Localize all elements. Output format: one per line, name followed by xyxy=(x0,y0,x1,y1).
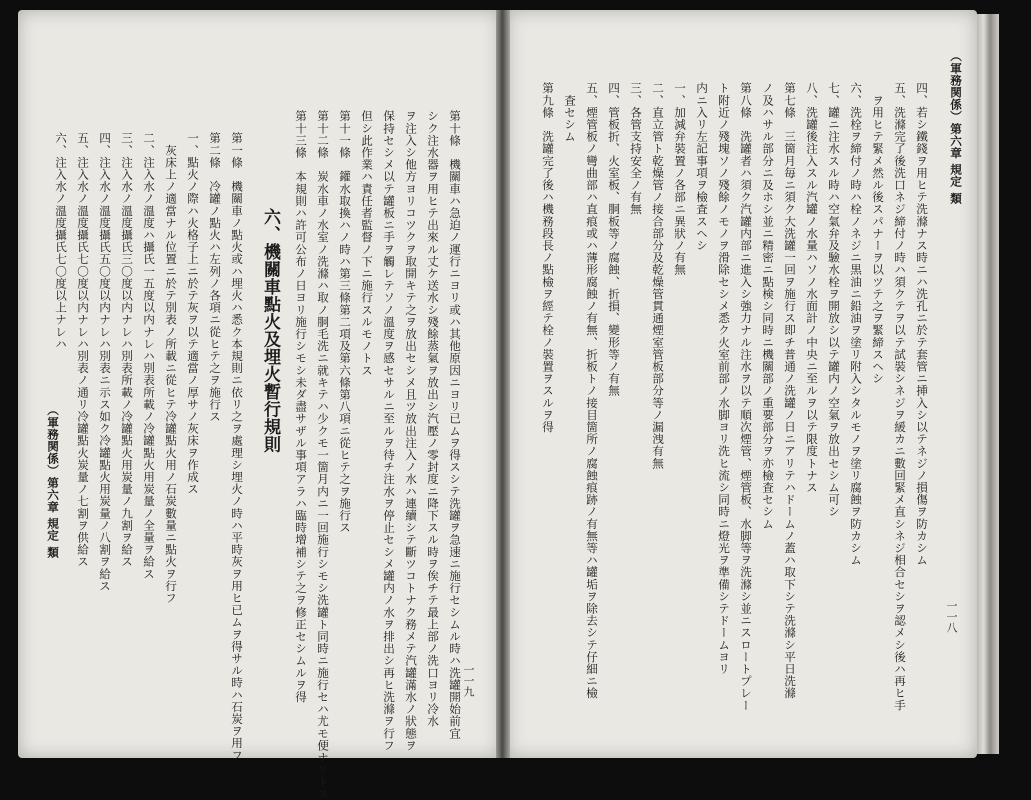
text-line: 六、注入水ノ溫度攝氏七〇度以上ナレハ xyxy=(54,132,68,350)
text-line: 四、管板折、火室板、胴板等ノ腐蝕、折損、變形等ノ有無 xyxy=(607,82,621,397)
text-line: 五、煙管板ノ彎曲部ハ直痕或ハ薄形腐蝕ノ有無、折板トノ接目箇所ノ腐蝕痕跡ノ有無等ハ罐垢ヲ除去シテ仔細ニ檢 xyxy=(585,82,599,700)
page-edge xyxy=(977,14,999,754)
text-line: 但シ此作業ハ責任者監督ノ下ニ施行スルモノトス xyxy=(360,110,374,377)
text-line: 一、加減弁裝置ノ各部ニ異狀ノ有無 xyxy=(673,82,687,276)
text-line: 第二條 冷罐ノ點火ハ左列ノ各項ニ從ヒテ之ヲ施行ス xyxy=(208,132,222,423)
section-title: 六、機關車點火及埋火暫行規則 xyxy=(260,208,280,453)
text-line: 第七條 三箇月毎ニ須ク大洗罐一回ヲ施行ス即チ普通ノ洗罐ノ日ニアリテハドームノ蓋ハ取下シテ洗滌シ平日洗滌 xyxy=(783,82,797,700)
page-number: 一一九 xyxy=(462,664,475,697)
text-line: 四、注入水ノ溫度攝氏五〇度以内ナレハ別表ニ示ス如ク冷罐點火用炭量ノ八割ヲ給ス xyxy=(98,132,112,592)
text-line: 四、若シ鐵錢ヲ用ヒテ洗滌ナス時ニハ洗孔ニ於テ套管ニ挿入シ以テネジノ損傷ヲ防カシム xyxy=(915,82,929,566)
text-line: シク注水器ヲ用ヒテ出來ル丈ケ送水シ殘餘蒸氣ヲ放出シ汽壓ノ零封度ニ降下スル時ヲ俟チテ最上部ノ洗口ヨリ冷水 xyxy=(426,110,440,728)
text-line: 第十一條 鑵水取換ハノ時ハ第三條第二項及第六條第八項ニ從ヒテ之ヲ施行ス xyxy=(338,110,352,534)
right-page xyxy=(507,10,977,758)
text-line: ヲ注入シ他方ヨリコツクヲ取開キテ之ヲ放出セシメ且ツ放出注入ノ水ハ連續シテ斷ツコトナク務メテ汽罐滿水ノ狀態ヲ xyxy=(404,110,418,752)
text-line: ト附近ノ殘塊ソノ殘餘ノモノヲ滑除セシメ悉ク火室前部ノ水脚ヨリ洗ヒ流シ同時ニ燈光ヲ準備シテドームヨリ xyxy=(717,82,731,675)
text-line: 査セシム xyxy=(563,82,577,143)
text-line: 第一條 機關車ノ點火或ハ埋火ハ悉ク本規則ニ依リ之ヲ處理シ埋火ノ時ハ平時灰ヲ用ヒ已ムヲ得サル時ハ石炭ヲ用フ xyxy=(230,132,244,762)
text-line: 八、洗罐後注入スル汽罐ノ水量ハソノ水面計ノ中央ニ至ルヲ以テ限度トナス xyxy=(805,82,819,494)
text-line: 第九條 洗罐完了後ハ機務段長ノ點檢ヲ經テ栓ノ裝置ヲスルヲ得 xyxy=(541,82,555,433)
text-line: 第十條 機關車ハ急迫ノ運行ニヨリ或ハ其他原因ニヨリ已ムヲ得スシテ洗罐ヲ急速ニ施行セシムル時ハ洗罐開始前宜 xyxy=(448,110,462,740)
text-line: 二、注入水ノ溫度ハ攝氏一五度以内ナレハ別表所載ノ冷罐點火用炭量ノ全量ヲ給ス xyxy=(142,132,156,580)
text-line: 第八條 洗罐者ハ須ク汽罐内部ニ進入シ強力ナル注水ヲ以テ順次煙管、煙管板、水脚等ヲ洗滌シ並ニスロートプレー xyxy=(739,82,753,712)
text-line: 第十三條 本規則ハ許可公布ノ日ヨリ施行シモシ未ダ盡サザル事項アラハ臨時增補シテ之ヲ修正セシムルヲ得 xyxy=(294,110,308,703)
left-page xyxy=(18,10,500,800)
text-line: 七、罐ニ注水スル時ハ空氣弁及驗水栓ヲ開放シ以テ罐内ノ空氣ヲ放出セシム可シ xyxy=(827,82,841,518)
text-line: 五、洗滌完了後洗口ネジ締付ノ時ハ須クテヲ以テ試裝シネジヲ緩カニ數回緊メ直シネジ相合セシヲ認メシ後ハ再ヒ手 xyxy=(893,82,907,712)
text-line: 五、注入水ノ溫度攝氏七〇度以内ナレハ別表ノ通リ冷罐點火炭量ノ七割ヲ供給ス xyxy=(76,132,90,568)
running-head: （軍務関係）第六章 規定 類 xyxy=(46,404,60,559)
running-head: （軍務関係）第六章 規定 類 xyxy=(949,50,963,205)
text-line: 三、注入水ノ溫度攝氏三〇度以内ナレハ別表所載ノ冷罐點火用炭量ノ九割ヲ給ス xyxy=(120,132,134,568)
text-line: 内ニ入リ左記事項ヲ檢査スヘシ xyxy=(695,82,709,252)
text-line: 一、點火ノ際ハ火格子上ニ於テ灰ヲ以テ適當ノ厚サノ灰床ヲ作成ス xyxy=(186,132,200,495)
text-line: ノ及ハサル部分ニ及ホシ並ニ精密ニ點検シ同時ニ機關部ノ重要部分ヲ亦檢査セシム xyxy=(761,82,775,530)
text-line: 保持セシメ以テ罐板ニ手ヲ觸レテソノ溫度ヲ感セサルニ至ルヲ待チ注水ヲ停止セシメ罐内ノ水ヲ排出シ再ヒ洗滌ヲ行フ xyxy=(382,110,396,752)
text-line: ヲ用ヒテ緊メ然ル後スパナーヲ以ツテ之ヲ緊締スヘシ xyxy=(871,82,885,385)
text-line: 二、直立管ト乾燥管ノ接合部分及乾燥管貫通煙室管板部分等ノ漏洩有無 xyxy=(651,82,665,470)
text-line: 第十二條 炭水車ノ水室ノ洗滌ハ取ノ胴毛洗ニ就キテハ少クモ一箇月内ニ一回施行シモシ洗罐ト同時ニ施行セハ尤モ便ナリトス xyxy=(316,110,330,800)
text-line: 六、洗栓ヲ締付ノ時ハ栓ノネジニ黒油ニ鉛油ヲ塗リ附入シタルモノヲ塗リ腐蝕ヲ防カシム xyxy=(849,82,863,566)
book-gutter xyxy=(496,10,510,758)
page-number: 一一八 xyxy=(945,600,958,633)
text-line: 三、各管支持安全ノ有無 xyxy=(629,82,643,216)
text-line: 灰床上ノ適當ナル位置ニ於テ別表ノ所載ニ從ヒテ冷罐點火用ノ石炭數量ニ點火ヲ行フ xyxy=(164,132,178,604)
